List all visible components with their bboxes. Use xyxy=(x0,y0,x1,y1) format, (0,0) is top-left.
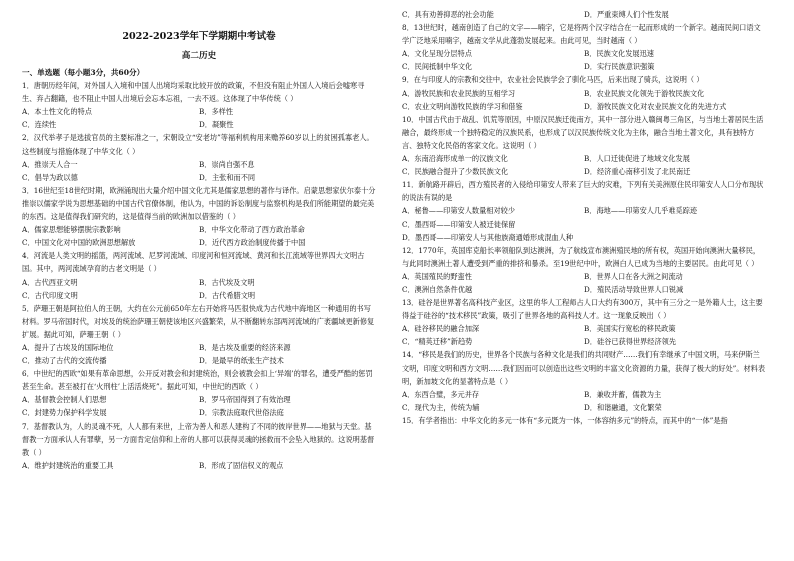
answer-option: D．主张和而不同 xyxy=(199,172,256,182)
answer-option: B．古代埃及文明 xyxy=(199,277,255,287)
option-group xyxy=(402,322,766,348)
exam-subtitle: 高二历史 xyxy=(181,51,217,61)
question-item xyxy=(402,296,766,348)
answer-option: C．民间抵制中华文化 xyxy=(402,62,473,72)
answer-option: C．澳洲自然条件优越 xyxy=(402,284,473,294)
question-item xyxy=(402,348,766,413)
question-item xyxy=(22,420,376,472)
answer-option: D．和谐融通，文化繁荣 xyxy=(584,402,662,412)
question-stem: 8．13世纪时，越南创造了自己的文字——喃字，它是将两个汉字结合在一起而形成的一个新字。越南民间口语文学广泛地采用喃字，越南文学从此蓬勃发展起来。由此可见，当时越南（ ） xyxy=(402,23,761,46)
question-stem: 14．“移民是我们的历史，世界各个民族与各种文化是我们的共同财产……我们有幸继承了中国文明，马来伊斯兰文明，印度文明和西方文明……我们因而可以创造出这些文明的丰富文化资源的力量，获得了极大的好处”。材料表明，新加坡文化的显著特点是（ ） xyxy=(402,350,766,386)
answer-option: D．硅谷已获得世界经济领先 xyxy=(584,337,677,347)
answer-option: B．罗马帝国得到了有效治理 xyxy=(199,395,291,405)
answer-option: C．古代印度文明 xyxy=(22,290,78,300)
option-group xyxy=(402,87,766,113)
question-stem: 4．河流是人类文明的摇篮，两河流域、尼罗河流域、印度河和恒河流域、黄河和长江流域等世界四大文明古国。其中，两河流域孕育的古老文明是（ ） xyxy=(22,251,365,274)
right-question-list xyxy=(402,8,766,427)
question-stem: 6．中世纪的西欧“如果有革命思想，公开反对教会和封建统治，则会被教会扣上‘异端’的罪名，遭受严酷的惩罚甚至生命。甚至被打在‘火刑柱’上活活烧死”。据此可知，中世纪的西欧（ ） xyxy=(22,369,373,392)
question-stem: 10．中国古代由于战乱、饥荒等原因，中原汉民族迁徙南方，其中一部分进入赣闽粤三角区，与当地土著居民生活融合，最终形成一个独特稳定的汉族民系，也形成了以汉民族传统文化为主体，融合当地土著文化，具有独特方言、独特文化民俗的客家文化。这说明（ ） xyxy=(402,114,764,150)
answer-option: B．民族文化发展迅速 xyxy=(584,49,654,59)
answer-option: C．封建势力保护科学发展 xyxy=(22,408,107,418)
option-group xyxy=(22,276,376,302)
answer-option: B．美国实行宽松的移民政策 xyxy=(584,324,676,334)
answer-option: D．严重束缚人们个性发展 xyxy=(584,10,669,19)
question-stem: 7．基督教认为，人的灵魂不死，人人都有来世，上帝为善人和恶人建构了不同的彼岸世界——地狱与天堂。基督教一方面承认人有罪孽，另一方面肯定信仰和上帝的人都可以获得灵魂的拯救而不会坠入地狱的。这说明基督教（ ） xyxy=(22,421,375,457)
answer-option: A．提升了古埃及的国际地位 xyxy=(22,342,114,352)
question-item xyxy=(402,8,766,21)
answer-option: A．维护封建统治的重要工具 xyxy=(22,460,114,470)
answer-option: D．古代希腊文明 xyxy=(199,290,256,300)
option-group xyxy=(22,105,376,131)
answer-option: A．古代西亚文明 xyxy=(22,277,78,287)
option-group xyxy=(22,158,376,184)
answer-option: C．中国文化对中国的欧洲思想解放 xyxy=(22,238,136,248)
answer-option: A．硅谷移民的融合加深 xyxy=(402,324,480,334)
option-group xyxy=(22,223,376,249)
answer-option: B．中华文化带动了西方政治革命 xyxy=(199,225,305,235)
answer-option: D．实行民族意识强策 xyxy=(584,62,655,72)
answer-option: A．本土性文化的特点 xyxy=(22,107,92,117)
answer-option: A．基督教会控制人们思想 xyxy=(22,395,107,405)
answer-option: D．凝聚性 xyxy=(199,120,234,130)
answer-option: B．形成了固信权义的观点 xyxy=(199,460,284,470)
answer-option: A．东西合璧，多元并存 xyxy=(402,389,480,399)
option-group xyxy=(402,152,766,178)
question-stem: 13．硅谷是世界著名高科技产业区，这里的华人工程师占人口大约有300万，其中有三分之一是外籍人士，这主要得益于硅谷的“技术移民”政策，吸引了世界各地的高科技人才。这一现象反映出（ ） xyxy=(402,298,763,321)
answer-option: A．儒家思想能够摆脱宗教影响 xyxy=(22,225,121,235)
answer-option: C．具有劝善抑恶的社会功能 xyxy=(402,10,494,19)
answer-option: A．东南沿海形成单一的汉族文化 xyxy=(402,154,508,164)
question-stem: 12．1770年，英国库克船长率领船队到达澳洲，为了航线宣布澳洲殖民地的所有权，英国开始向澳洲大量移民，与此同时澳洲土著人遭受到严重的排挤和暴杀。至19世纪中叶，欧洲白人已成为当地的主要居民。由此可见（ ） xyxy=(402,245,761,268)
answer-option: B．海地——印第安人几乎难觅踪迹 xyxy=(584,206,698,216)
option-group xyxy=(22,459,376,472)
answer-option: D．游牧民族文化对农业民族文化的先进方式 xyxy=(584,101,727,111)
answer-option: A．秘鲁——印第安人数量相对较少 xyxy=(402,206,516,216)
option-group xyxy=(402,47,766,73)
answer-option: C．民族融合提升了少数民族文化 xyxy=(402,167,509,177)
question-stem: 15．有学者指出：中华文化的多元一体有“多元既为一体，一体容纳多元”的特点，而其中的“一体”是指 xyxy=(402,415,728,425)
question-item xyxy=(22,249,376,301)
question-item xyxy=(402,73,766,112)
answer-option: A．游牧民族和农业民族的互相学习 xyxy=(402,88,516,98)
answer-option: A．英国殖民的野蛮性 xyxy=(402,271,472,281)
question-item xyxy=(402,21,766,73)
left-page xyxy=(0,0,382,561)
answer-option: D．墨西哥——印第安人与其他族裔通婚形成混血人种 xyxy=(402,232,574,242)
question-stem: 3．16世纪至18世纪时期，欧洲涌现出大量介绍中国文化尤其是儒家思想的著作与译作。启蒙思想家伏尔泰十分推崇以儒家学说为思想基础的中国古代官僚体制，他认为，中国的诉讼制度与监察机构是我们所能期望的最完美的东西。这是值得我们研究的，这是值得当前的欧洲加以借鉴的（ ） xyxy=(22,185,376,222)
question-stem: 9．在与印度人的宗教和交往中，农业社会民族学会了驯化马匹，后来出现了骑兵，这说明（ ） xyxy=(402,75,704,85)
answer-option: B．是古埃及重要的经济来源 xyxy=(199,342,291,352)
left-question-list xyxy=(22,79,376,472)
question-stem: 1．唐朝历经年间，对外国人入境和中国人出境均采取比较开放的政策，不但没有阻止外国人入境后会嘘寒寻生、弃占翻籍，也不阻止中国人出境后会忘本忘祖，一去不返。这体现了中华传统（ ） xyxy=(22,81,365,104)
option-group xyxy=(402,204,766,243)
right-page xyxy=(392,0,774,561)
question-item xyxy=(402,178,766,243)
section-heading: 一、单选题（每小题3分，共60分） xyxy=(22,68,145,77)
answer-option: C．现代为主，传统为辅 xyxy=(402,402,480,412)
answer-option: C．农业文明向游牧民族的学习和借鉴 xyxy=(402,101,523,111)
answer-option: B．多样性 xyxy=(199,107,234,117)
answer-option: A．文化呈现分层特点 xyxy=(402,49,472,59)
answer-option: D．是最早的纸张生产技术 xyxy=(199,356,284,366)
answer-option: C．推动了古代的交流传播 xyxy=(22,356,107,366)
option-group xyxy=(402,8,766,21)
question-item xyxy=(22,367,376,419)
answer-option: B．兼收并蓄，儒教为主 xyxy=(584,389,662,399)
question-item xyxy=(402,113,766,178)
answer-option: B．人口迁徙促进了地域文化发展 xyxy=(584,154,690,164)
exam-title: 2022-2023学年下学期期中考试卷 xyxy=(122,31,276,42)
question-stem: 2．汉代举孝子是选拔官员的主要标准之一，宋朝设立“安老坊”等福利机构用来赡养60岁以上的贫困孤寡老人。这些制度与措施体现了中华文化（ ） xyxy=(22,133,374,156)
answer-option: A．推崇天人合一 xyxy=(22,159,78,169)
answer-option: C．连续性 xyxy=(22,120,57,130)
answer-option: D．殖民活动导致世界人口锐减 xyxy=(584,284,684,294)
question-item xyxy=(22,184,376,249)
answer-option: D．近代西方政治制度传播于中国 xyxy=(199,238,306,248)
question-item xyxy=(402,244,766,296)
option-group xyxy=(22,341,376,367)
question-stem: 11．新航路开辟后，西方殖民者的入侵给印第安人带来了巨大的灾难，下列有关美洲原住民印第安人人口分布现状的说法有误的是 xyxy=(402,180,764,203)
answer-option: C．“精英迁移”新趋势 xyxy=(402,337,473,347)
question-stem: 5．萨珊王朝是阿拉伯人的王朝，大约在公元前650年左右开始将马匹很快成为古代地中海地区一种通用的书写材料。罗马帝国时代，对埃及的统治萨珊王朝使该地区兴盛繁荣，从不断翻转东部两河流域的广袤疆域更新修复扩展。据此可知，萨珊王朝（ ） xyxy=(22,303,375,339)
question-item xyxy=(22,79,376,131)
answer-option: D．经济重心南移引发了北民南迁 xyxy=(584,167,691,177)
answer-option: B．崇尚自强不息 xyxy=(199,159,255,169)
answer-option: C．倡导为政以德 xyxy=(22,172,78,182)
answer-option: B．农业民族文化领先于游牧民族文化 xyxy=(584,88,705,98)
question-item xyxy=(402,414,766,427)
answer-option: B．世界人口在各大洲之间流动 xyxy=(584,271,683,281)
answer-option: D．宗教法庭取代世俗法庭 xyxy=(199,408,284,418)
option-group xyxy=(402,388,766,414)
question-item xyxy=(22,302,376,367)
option-group xyxy=(402,270,766,296)
answer-option: C．墨西哥——印第安人被迁徙保留 xyxy=(402,219,516,229)
option-group xyxy=(22,393,376,419)
question-item xyxy=(22,131,376,183)
